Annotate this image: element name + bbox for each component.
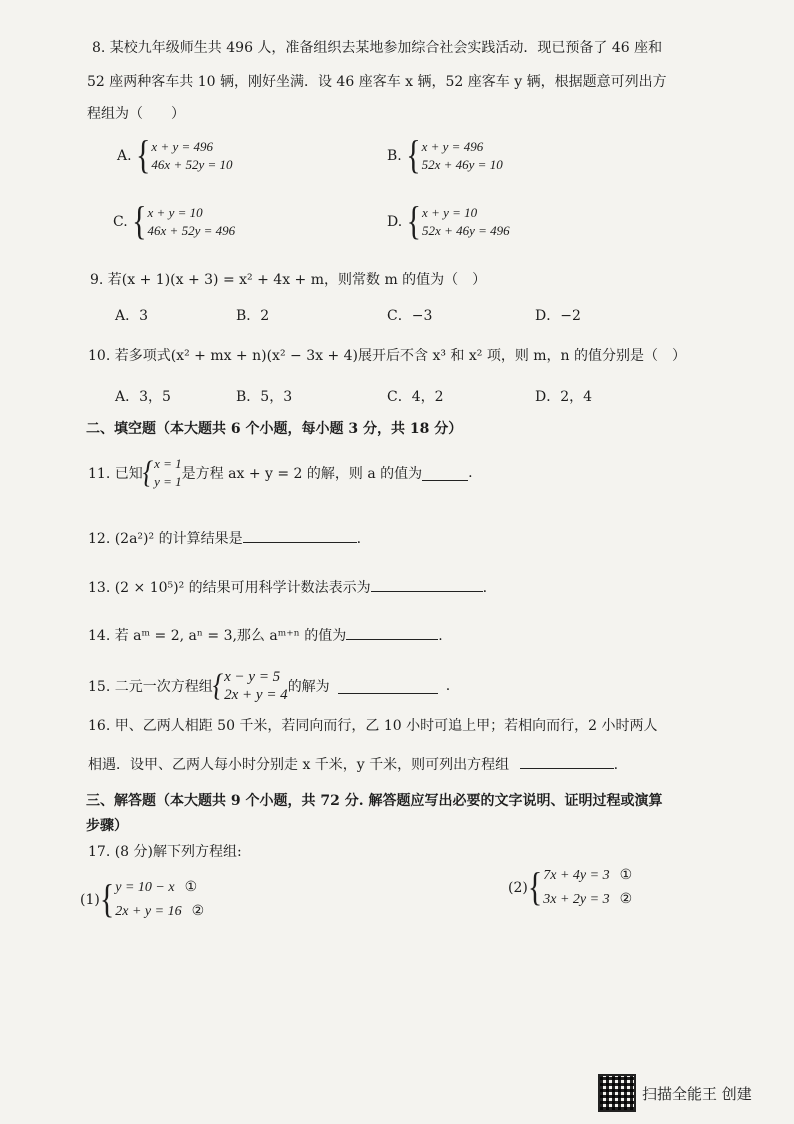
equation-2: 52x + 46y = 10 xyxy=(421,157,503,172)
equation-1: 7x + 4y = 3 xyxy=(543,868,610,883)
q16-line2-wrap xyxy=(88,754,618,775)
answer-blank[interactable] xyxy=(371,577,483,592)
q16-end: . xyxy=(613,757,619,773)
option-label: A. xyxy=(117,148,132,164)
q10-option-a: A．3，5 xyxy=(115,389,171,405)
q14 xyxy=(88,625,443,646)
section-2-heading: 二、填空题（本大题共 6 个小题，每小题 3 分，共 18 分） xyxy=(86,421,463,437)
q11: 11. 已知 { x = 1 y = 1 是方程 ax + y = 2 的解，则 a 的值为 . xyxy=(88,455,473,490)
equation-2: 3x + 2y = 3 xyxy=(543,892,610,907)
q11-prefix: 11. 已知 xyxy=(88,466,143,482)
equation-2: y = 1 xyxy=(154,474,182,489)
q17-part-2: (2) { 7x + 4y = 3 ① 3x + 2y = 3 ② xyxy=(508,865,633,910)
section-3-heading-line1: 三、解答题（本大题共 9 个小题，共 72 分. 解答题应写出必要的文字说明、证明过程或演算 xyxy=(86,793,663,809)
part-label: (1) xyxy=(80,892,100,908)
q9-option-a: A．3 xyxy=(115,308,149,324)
q15-suffix: 的解为 xyxy=(287,679,330,695)
equation-1: y = 10 − x xyxy=(115,880,175,895)
q14-end: . xyxy=(438,628,443,644)
q14-text: 14. 若 aᵐ = 2, aⁿ = 3,那么 aᵐ⁺ⁿ 的值为 xyxy=(88,628,347,644)
option-label: B. xyxy=(387,148,402,164)
section-3-heading-line2: 步骤） xyxy=(86,818,128,834)
answer-blank[interactable] xyxy=(520,754,614,769)
answer-blank[interactable] xyxy=(243,528,357,543)
equation-2: 46x + 52y = 496 xyxy=(147,223,236,238)
circled-2: ② xyxy=(191,904,205,919)
watermark-text: 扫描全能王 创建 xyxy=(642,1084,752,1103)
q16-line2: 相遇．设甲、乙两人每小时分别走 x 千米，y 千米，则可列出方程组 xyxy=(88,757,510,773)
circled-2: ② xyxy=(619,892,633,907)
q9-text: 9. 若(x + 1)(x + 3) = x² + 4x + m，则常数 m 的值为（ ） xyxy=(90,272,487,288)
q15: 15. 二元一次方程组 { x − y = 5 2x + y = 4 的解为 . xyxy=(88,668,451,703)
part-label: (2) xyxy=(508,880,528,896)
q13 xyxy=(88,577,487,598)
q12-text: 12. (2a²)² 的计算结果是 xyxy=(88,531,243,547)
q15-end: . xyxy=(445,678,451,694)
q9-option-d: D．−2 xyxy=(535,308,581,324)
option-label: C. xyxy=(113,214,128,230)
q8-line3: 程组为（ ） xyxy=(87,106,185,122)
circled-1: ① xyxy=(184,880,198,895)
answer-blank[interactable] xyxy=(338,679,438,694)
equation-1: x + y = 496 xyxy=(421,139,484,154)
equation-1: x + y = 10 xyxy=(422,205,478,220)
equation-1: x + y = 496 xyxy=(151,139,214,154)
q16-line1: 16. 甲、乙两人相距 50 千米，若同向而行，乙 10 小时可追上甲；若相向而行，2 小时两人 xyxy=(88,718,658,734)
scanner-watermark xyxy=(598,1074,752,1112)
equation-1: x − y = 5 xyxy=(224,669,281,685)
equation-2: 2x + y = 4 xyxy=(224,687,288,703)
q13-end: . xyxy=(482,580,488,596)
q11-suffix: 是方程 ax + y = 2 的解，则 a 的值为 xyxy=(181,466,423,482)
q17-part-1: (1) { y = 10 − x ① 2x + y = 16 ② xyxy=(80,877,205,922)
equation-2: 52x + 46y = 496 xyxy=(422,223,510,238)
q8-option-d: D. { x + y = 10 52x + 46y = 496 xyxy=(387,199,510,244)
q10-option-c: C．4，2 xyxy=(387,389,444,405)
q9-option-c: C．−3 xyxy=(387,308,433,324)
q10-option-b: B．5，3 xyxy=(236,389,293,405)
q8-line1: 8. 某校九年级师生共 496 人，准备组织去某地参加综合社会实践活动．现已预备了 46 座和 xyxy=(92,40,663,56)
q10-option-d: D．2，4 xyxy=(535,389,593,405)
q8-option-b: B. { x + y = 496 52x + 46y = 10 xyxy=(387,133,503,178)
equation-2: 2x + y = 16 xyxy=(115,904,182,919)
answer-blank[interactable] xyxy=(422,466,468,481)
q9-option-b: B．2 xyxy=(236,308,270,324)
answer-blank[interactable] xyxy=(346,625,438,640)
q13-text: 13. (2 × 10⁵)² 的结果可用科学计数法表示为 xyxy=(88,580,371,596)
qr-code-icon xyxy=(598,1074,636,1112)
q8-line2: 52 座两种客车共 10 辆，刚好坐满．设 46 座客车 x 辆，52 座客车 y 辆，根据题意可列出方 xyxy=(87,74,667,90)
equation-2: 46x + 52y = 10 xyxy=(151,157,233,172)
q8-option-a: A. { x + y = 496 46x + 52y = 10 xyxy=(117,133,233,178)
q8-option-c: C. { x + y = 10 46x + 52y = 496 xyxy=(113,199,236,244)
equation-1: x + y = 10 xyxy=(147,205,203,220)
q15-prefix: 15. 二元一次方程组 xyxy=(88,679,213,695)
option-label: D. xyxy=(387,214,403,230)
q12-end: . xyxy=(356,531,362,547)
equation-1: x = 1 xyxy=(154,456,182,471)
q17-title: 17. (8 分)解下列方程组: xyxy=(88,844,242,860)
q10-text: 10. 若多项式(x² + mx + n)(x² − 3x + 4)展开后不含 x³ 和 x² 项，则 m，n 的值分别是（ ） xyxy=(88,348,687,364)
circled-1: ① xyxy=(619,868,633,883)
q12 xyxy=(88,528,361,549)
q11-end: . xyxy=(468,465,473,481)
